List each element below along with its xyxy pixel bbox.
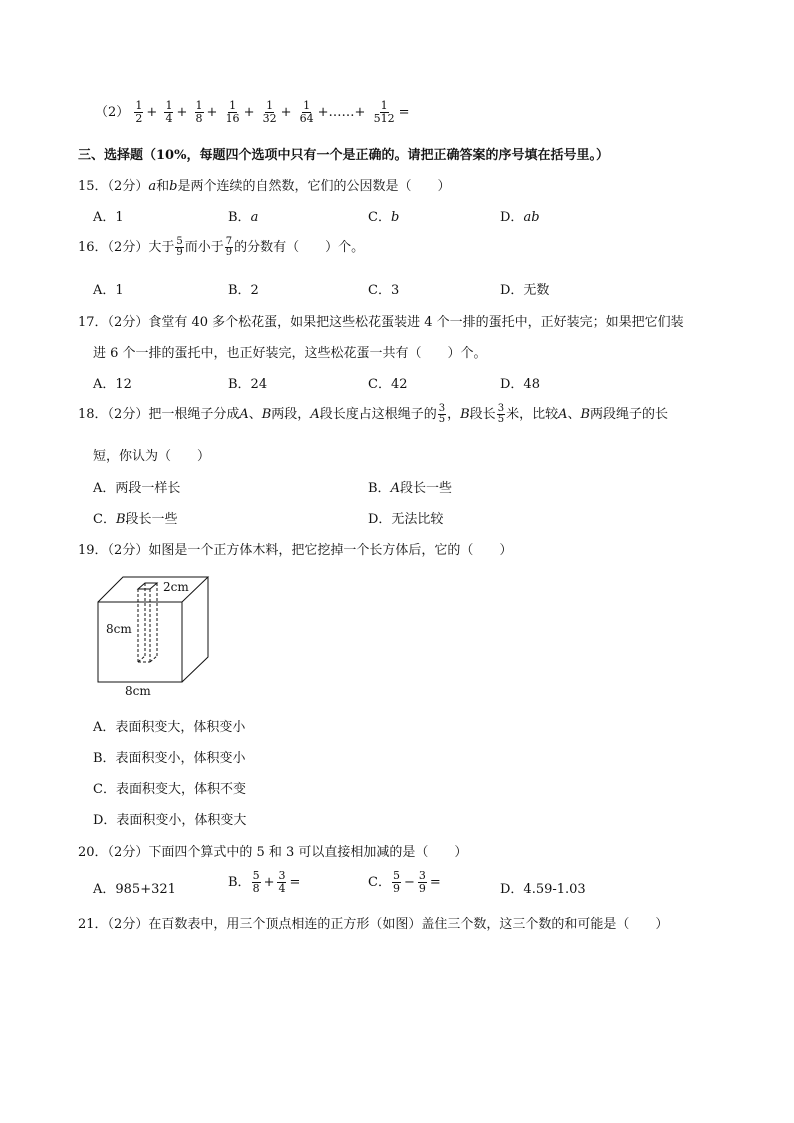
q20-option-d: D．4.59-1.03 — [500, 882, 586, 897]
q17-option-b: B．24 — [228, 377, 268, 392]
cube-label-top: 2cm — [163, 580, 189, 594]
q14-part2-expression: （2） $\frac{1}{2}$ + $\frac{1}{4}$ + $\frac{1}{8}$ + $\frac{1}{16}$ + $\frac{1}{32}$ + $\frac{1}{64}$ +……+ $\frac{1}{512}$ = — [95, 99, 410, 125]
section-heading: 三、选择题（10%，每题四个选项中只有一个是正确的。请把正确答案的序号填在括号里。） — [78, 148, 609, 163]
q20-option-a: A．985+321 — [93, 882, 176, 897]
q18-option-d: D．无法比较 — [368, 512, 444, 527]
fraction: $\frac{3}{4}$ — [278, 869, 286, 895]
q15-stem: 15．（2分）a和b是两个连续的自然数，它们的公因数是（ ） — [78, 179, 451, 194]
q16-stem: 16．（2分）大于 $\frac{5}{9}$ 而小于 $\frac{7}{9}$ 的分数有（ ）个。 — [78, 236, 365, 258]
q18-option-a: A．两段一样长 — [93, 481, 181, 496]
q17-option-c: C．42 — [368, 377, 408, 392]
fraction: $\frac{1}{8}$ — [195, 99, 203, 125]
fraction: $\frac{1}{512}$ — [373, 99, 395, 125]
fraction: $\frac{5}{8}$ — [252, 869, 260, 895]
q20-option-b: B． $\frac{5}{8}$ + $\frac{3}{4}$ = — [228, 869, 301, 895]
q17-stem-line1: 17．（2分）食堂有 40 多个松花蛋，如果把这些松花蛋装进 4 个一排的蛋托中，正好装完；如果把它们装 — [78, 315, 684, 330]
fraction: $\frac{1}{16}$ — [225, 99, 240, 125]
q18-stem-line1: 18．（2分）把一根绳子分成A、B两段，A段长度占这根绳子的 $\frac{3}{5}$ ，B段长 $\frac{3}{5}$ 米，比较A、B两段绳子的长 — [78, 403, 669, 425]
fraction: $\frac{5}{9}$ — [392, 869, 400, 895]
fraction: $\frac{3}{5}$ — [438, 403, 446, 425]
q16-option-b: B．2 — [228, 283, 259, 298]
q16-option-a: A．1 — [93, 283, 124, 298]
q20-stem: 20．（2分）下面四个算式中的 5 和 3 可以直接相加减的是（ ） — [78, 845, 468, 860]
fraction: $\frac{1}{64}$ — [299, 99, 314, 125]
fraction: $\frac{1}{4}$ — [165, 99, 173, 125]
q18-option-b: B．A段长一些 — [368, 481, 452, 496]
fraction: $\frac{7}{9}$ — [225, 236, 233, 258]
hole-top-opening — [138, 583, 157, 589]
q19-option-d: D．表面积变小，体积变大 — [93, 813, 247, 828]
q21-stem: 21．（2分）在百数表中，用三个顶点相连的正方形（如图）盖住三个数，这三个数的和可能是（ ） — [78, 917, 669, 932]
q14-part2-prefix: （2） — [95, 105, 130, 120]
q16-option-d: D．无数 — [500, 283, 550, 298]
q19-stem: 19．（2分）如图是一个正方体木料，把它挖掉一个长方体后，它的（ ） — [78, 543, 513, 558]
q17-option-a: A．12 — [93, 377, 132, 392]
q15-option-a: A．1 — [93, 210, 124, 225]
q17-option-d: D．48 — [500, 377, 540, 392]
cube-top-face — [98, 577, 208, 602]
cube-label-side: 8cm — [106, 622, 132, 636]
q19-option-b: B．表面积变小，体积变小 — [93, 751, 246, 766]
cube-front-face — [98, 602, 182, 682]
q15-option-b: B．a — [228, 210, 259, 225]
q16-option-c: C．3 — [368, 283, 400, 298]
q20-option-c: C． $\frac{5}{9}$ − $\frac{3}{9}$ = — [368, 869, 441, 895]
q19-option-a: A．表面积变大，体积变小 — [93, 720, 246, 735]
q15-option-d: D．ab — [500, 210, 540, 225]
cube-label-bottom: 8cm — [125, 684, 151, 698]
q18-option-c: C．B段长一些 — [93, 512, 178, 527]
fraction: $\frac{3}{5}$ — [497, 403, 505, 425]
fraction: $\frac{5}{9}$ — [176, 236, 183, 258]
q17-stem-line2: 进 6 个一排的蛋托中，也正好装完，这些松花蛋一共有（ ）个。 — [93, 346, 487, 361]
fraction: $\frac{3}{9}$ — [418, 869, 426, 895]
q15-option-c: C．b — [368, 210, 400, 225]
q18-stem-line2: 短，你认为（ ） — [93, 449, 211, 464]
q19-option-c: C．表面积变大，体积不变 — [93, 782, 246, 797]
fraction: $\frac{1}{2}$ — [135, 99, 143, 125]
fraction: $\frac{1}{32}$ — [262, 99, 277, 125]
